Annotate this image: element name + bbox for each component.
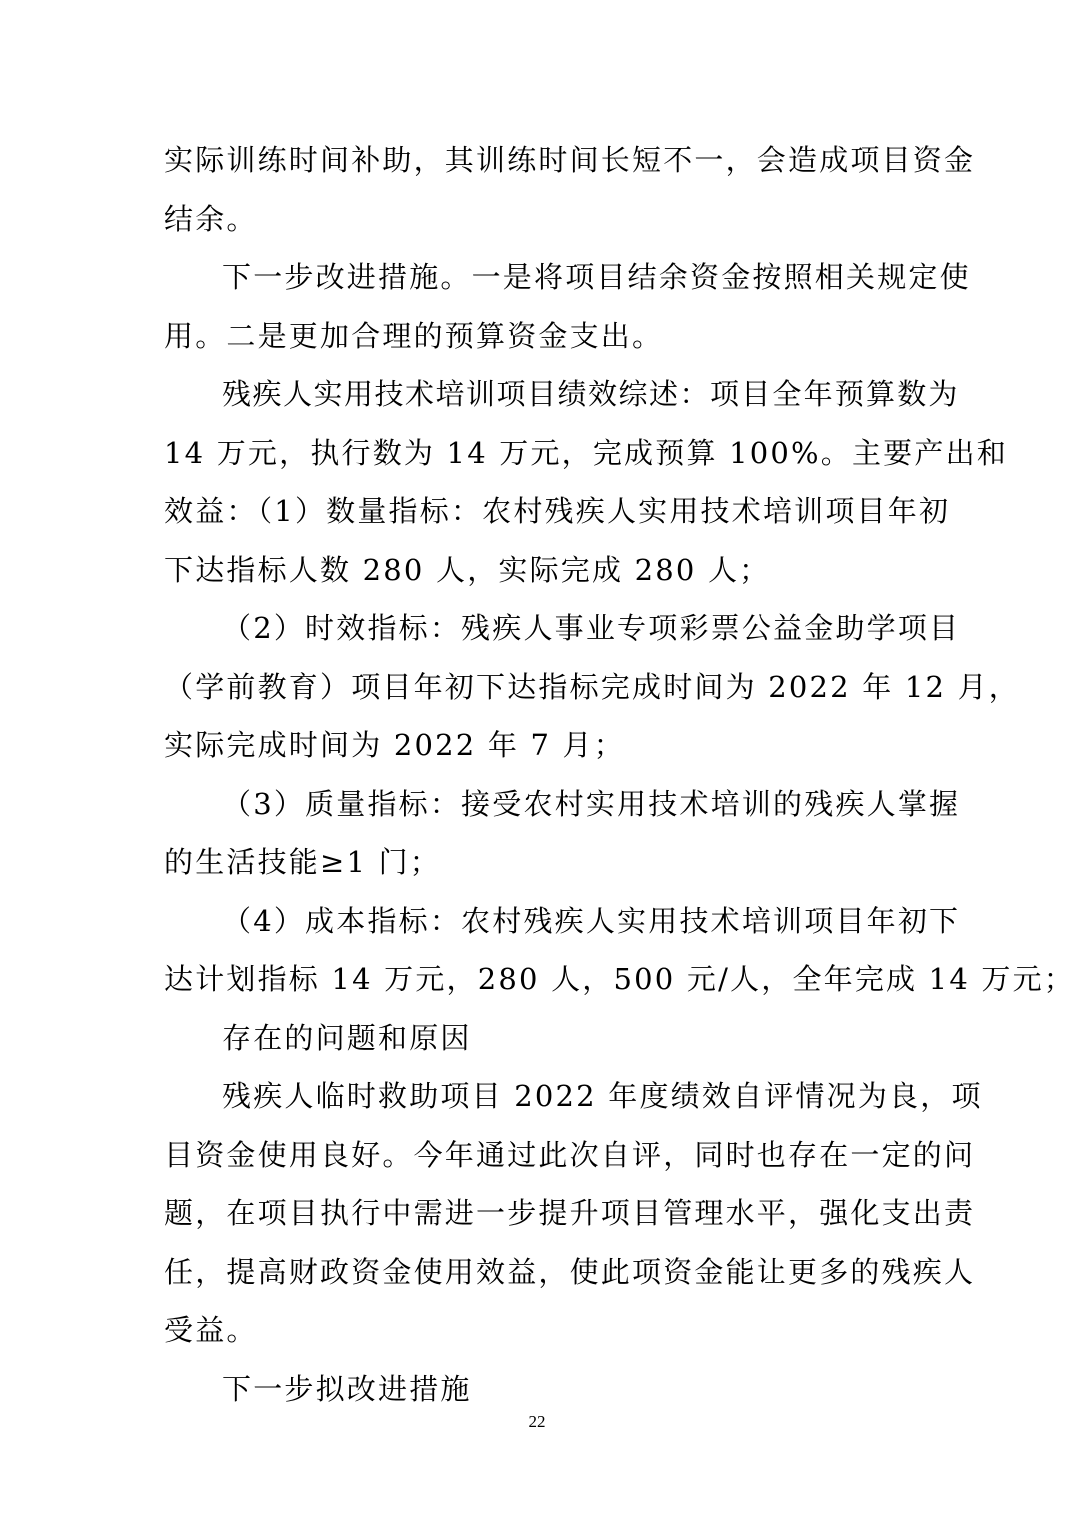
text-line: 下达指标人数 280 人，实际完成 280 人； [164,552,771,587]
paragraph-timeliness-indicator [164,599,1020,775]
text-line: （4）成本指标：农村残疾人实用技术培训项目年初下 [222,903,961,938]
paragraph-quality-indicator [164,775,961,892]
text-line: 残疾人临时救助项目 2022 年度绩效自评情况为良，项 [222,1079,983,1113]
text-line: 目资金使用良好。今年通过此次自评，同时也存在一定的问 [164,1137,976,1172]
text-line: 实际训练时间补助，其训练时间长短不一，会造成项目资金 [164,143,976,177]
text-line: （3）质量指标：接受农村实用技术培训的残疾人掌握 [222,786,961,821]
document-body [164,131,1075,1418]
section-heading-next-steps [164,1360,912,1419]
text-line: 实际完成时间为 2022 年 7 月； [164,728,625,762]
text-line: 任，提高财政资金使用效益，使此项资金能让更多的残疾人 [164,1254,976,1289]
text-line: 的生活技能≥1 门； [164,845,441,879]
text-line: 存在的问题和原因 [222,1020,472,1055]
text-line [164,365,960,424]
paragraph-improvement-measures [164,248,971,365]
paragraph-temporary-relief-evaluation [164,1067,983,1360]
text-line: 结余。 [164,201,258,236]
summary-heading: 残疾人实用技术培训项目绩效综述： [222,377,711,411]
text-line: 14 万元，执行数为 14 万元，完成预算 100%。主要产出和 [164,435,1008,470]
text-line: 下一步改进措施。一是将项目结余资金按照相关规定使 [222,260,971,294]
paragraph-training-time-subsidy [164,131,976,248]
text-line: 受益。 [164,1313,258,1347]
text-line: 达计划指标 14 万元，280 人，500 元/人，全年完成 14 万元； [164,962,1075,996]
text-line: 下一步拟改进措施 [222,1371,472,1406]
text-line: 效益：（1）数量指标：农村残疾人实用技术培训项目年初 [164,494,951,528]
text-line: （学前教育）项目年初下达指标完成时间为 2022 年 12 月， [164,669,1020,704]
section-heading-problems-and-causes [164,1009,912,1068]
text-line: 题，在项目执行中需进一步提升项目管理水平，强化支出责 [164,1196,976,1230]
paragraph-practical-skills-summary [164,365,1008,599]
text-line: （2）时效指标：残疾人事业专项彩票公益金助学项目 [222,611,961,645]
text-line: 用。二是更加合理的预算资金支出。 [164,318,664,353]
paragraph-cost-indicator [164,892,1075,1009]
text-line-rest: 项目全年预算数为 [710,377,960,411]
page-number: 22 [528,1412,546,1431]
